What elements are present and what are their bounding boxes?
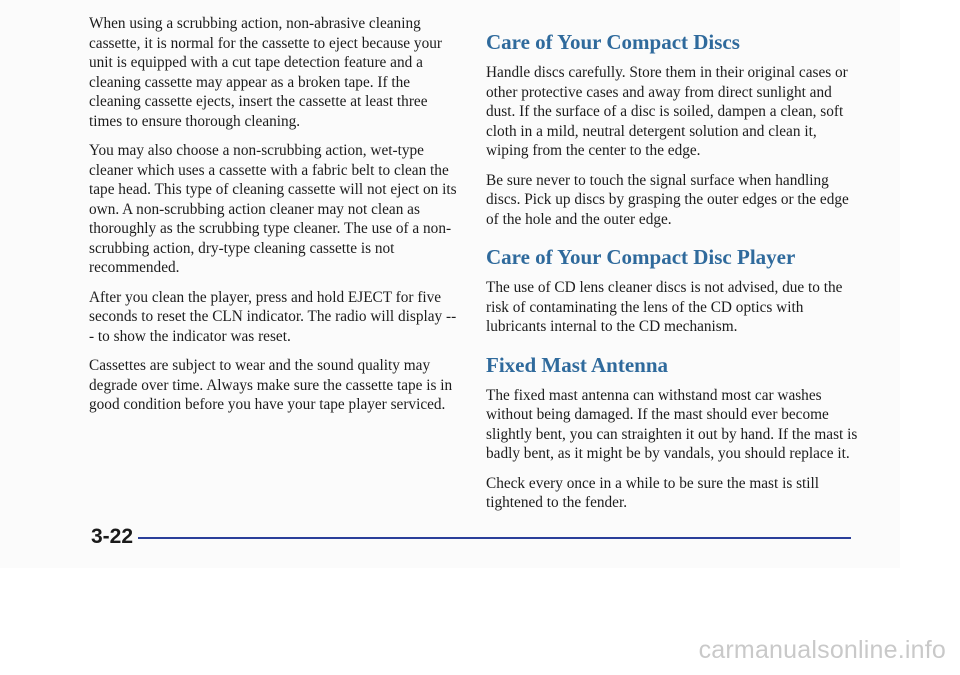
watermark-text: carmanualsonline.info [698,636,946,664]
footer-rule [138,537,851,539]
paragraph-handle-discs: Handle discs carefully. Store them in their original cases or other protective cases and away from direct sunlight and dust. If the surface of a disc is soiled, dampen a clean, soft cloth in a mild, neutral detergent solution and clean it, wiping from the center to the edge. [486,64,848,159]
paragraph-antenna-check: Check every once in a while to be sure the mast is still tightened to the fender. [486,474,820,511]
heading-fixed-mast-antenna: Fixed Mast Antenna [486,352,669,377]
paragraph-antenna-car-washes: The fixed mast antenna can withstand most car washes without being damaged. If the mast should ever become slightly bent, you can straighten it out by hand. If the mast is badly bent, as it might be by vandals, you should replace it. [486,386,858,462]
heading-care-of-cd-player: Care of Your Compact Disc Player [486,245,796,269]
paragraph-cassette-wear: Cassettes are subject to wear and the sound quality may degrade over time. Always make sure the cassette tape is in good condition before you have your tape player serviced. [89,357,453,413]
right-column [486,14,858,523]
paragraph-signal-surface: Be sure never to touch the signal surface when handling discs. Pick up discs by grasping the outer edges or the edge of the hole and the outer edge. [486,171,849,228]
paragraph-reset-cln-indicator: After you clean the player, press and hold EJECT for five seconds to reset the CLN indicator. The radio will display --- to show the indicator was reset. [89,288,457,345]
heading-care-of-compact-discs: Care of Your Compact Discs [486,30,740,54]
page-footer [91,524,851,550]
page-number: 3-22 [91,525,134,548]
paragraph-wet-type-cleaner: You may also choose a non-scrubbing action, wet-type cleaner which uses a cassette with a fabric belt to clean the tape head. This type of cleaning cassette will not eject on its own. A non-scrubbing action cleaner may not clean as thoroughly as the scrubbing type cleaner. The use of a non-scrubbing action, dry-type cleaning cassette is not recommended. [89,142,457,276]
paragraph-cleaning-cassette-eject: When using a scrubbing action, non-abrasive cleaning cassette, it is normal for the cassette to eject because your unit is equipped with a cut tape detection feature and a cleaning cassette may appear as a broken tape. If the cleaning cassette ejects, insert the cassette at least three times to ensure thorough cleaning. [89,15,442,130]
paragraph-cd-lens-cleaner: The use of CD lens cleaner discs is not advised, due to the risk of contaminating the lens of the CD optics with lubricants internal to the CD mechanism. [486,279,843,335]
left-column [89,14,459,425]
